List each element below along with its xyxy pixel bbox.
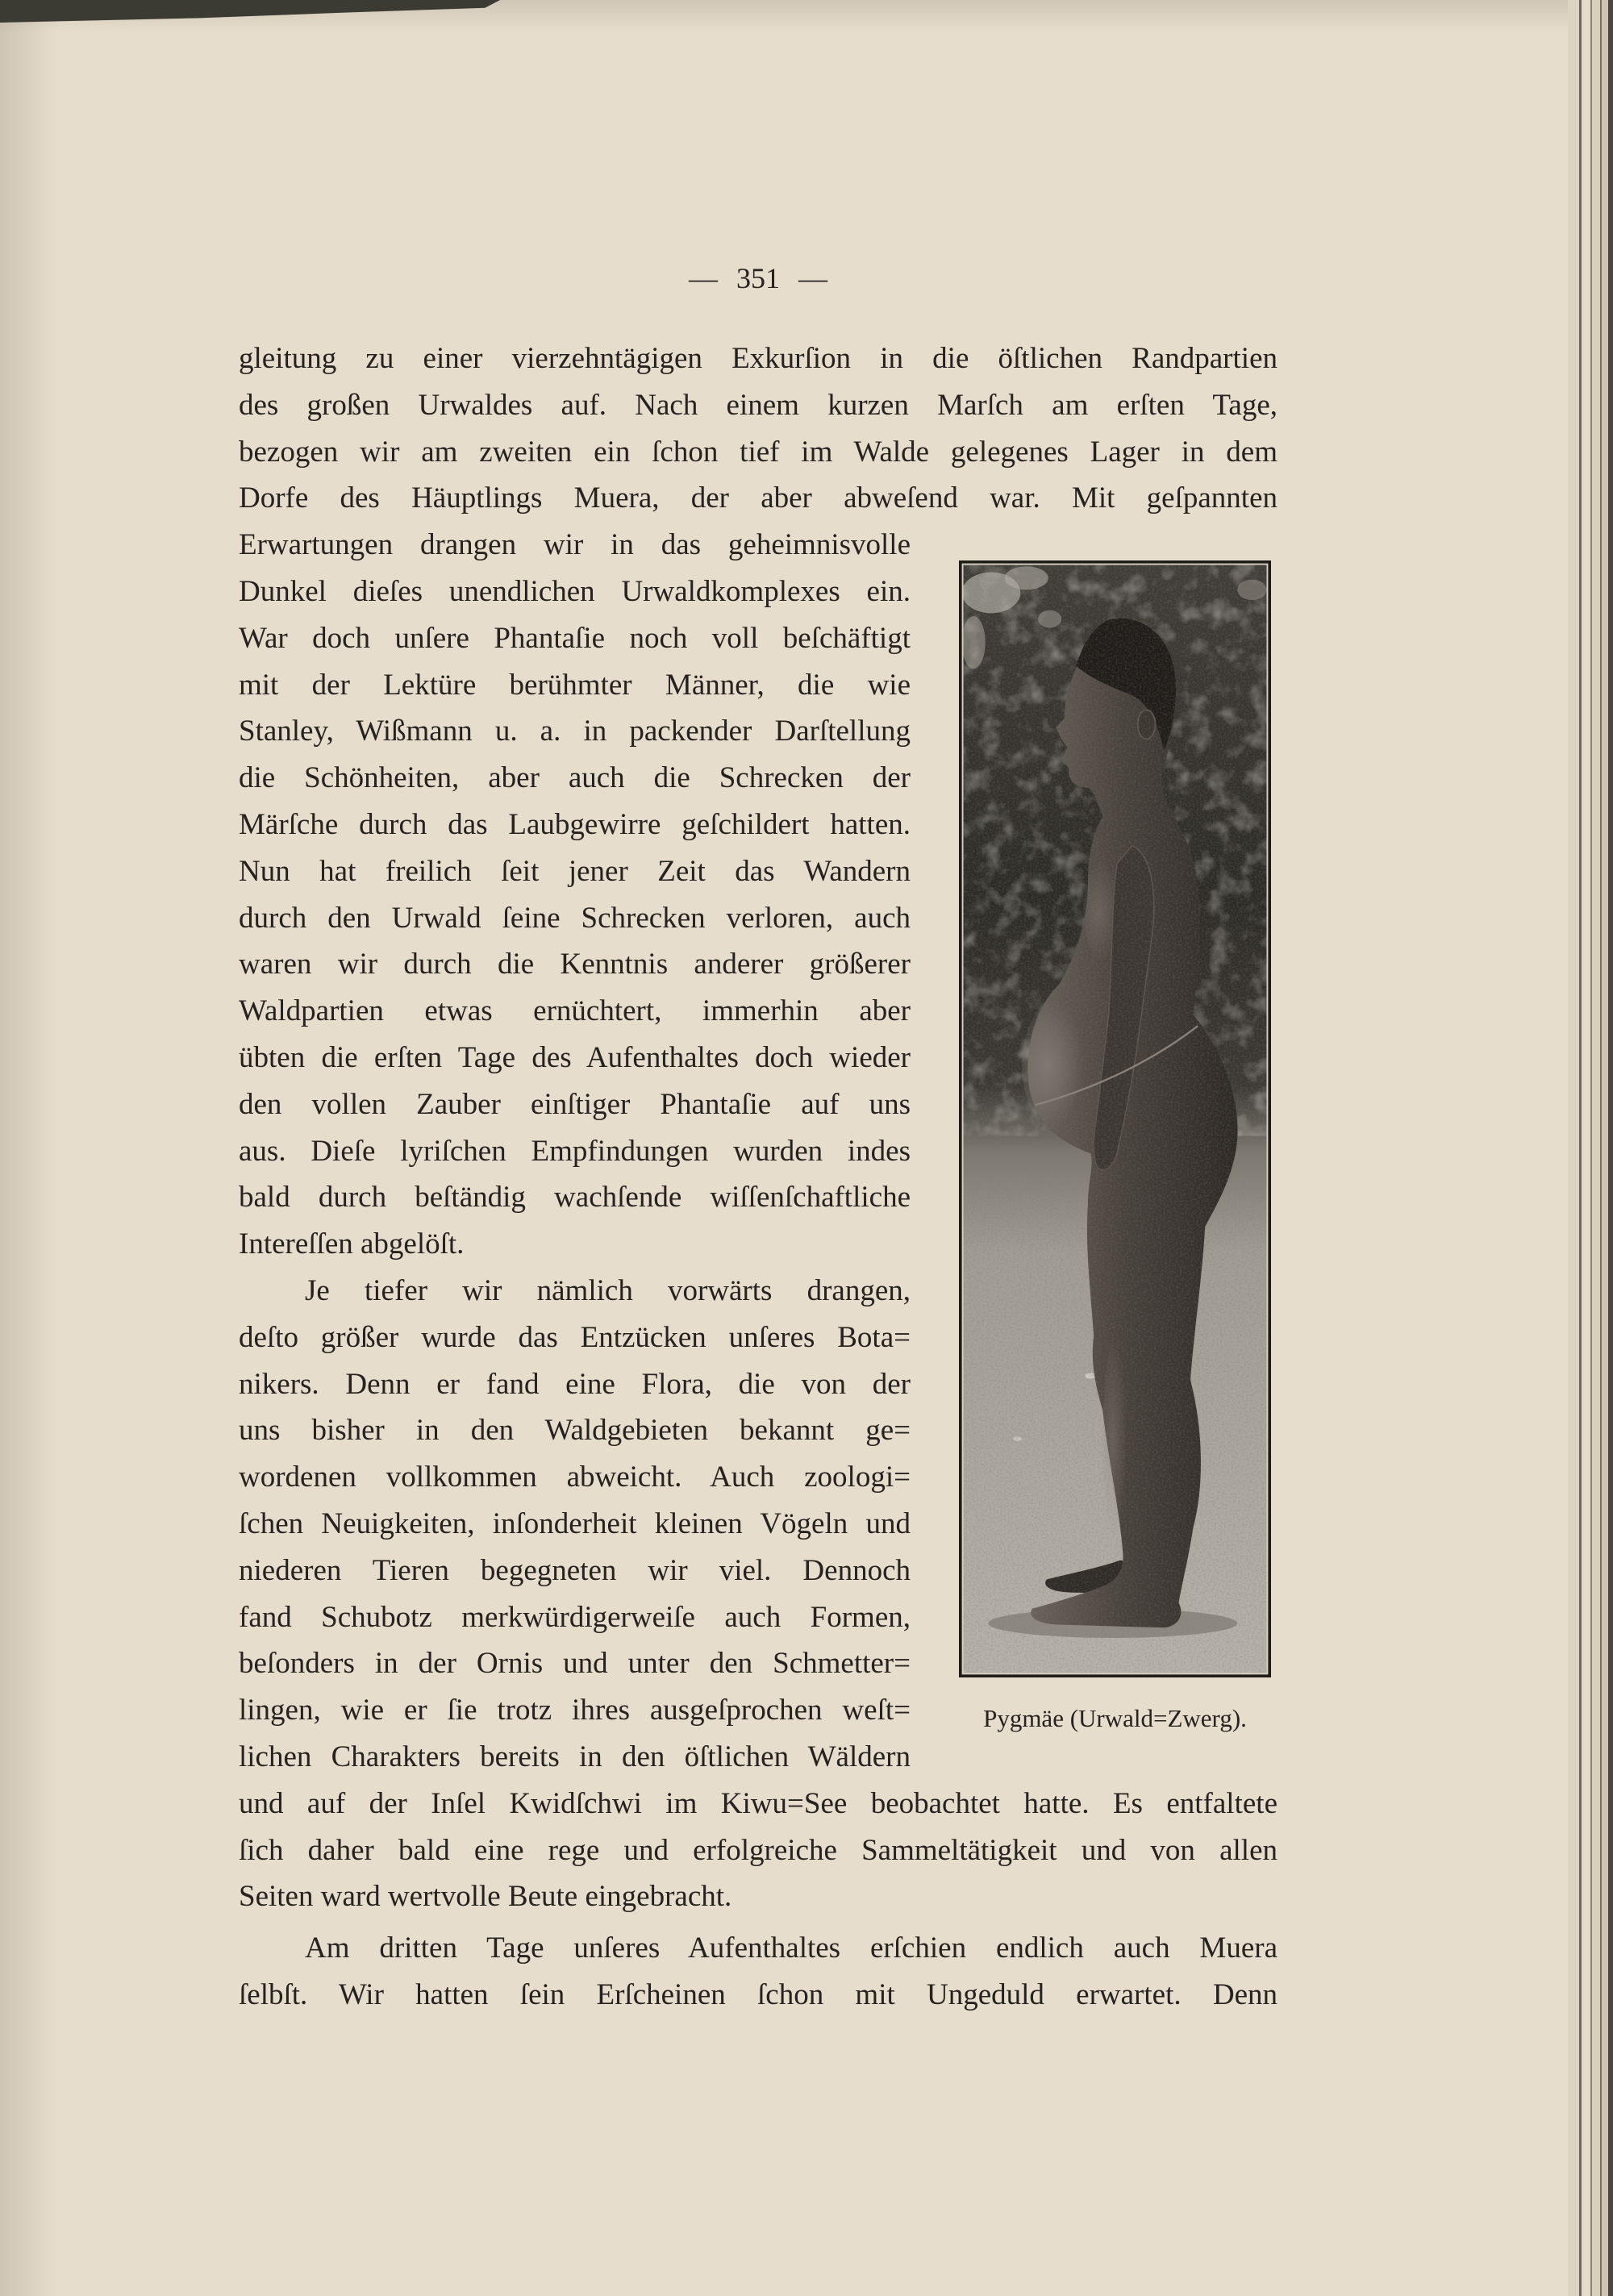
text-line: Nun hat freilich ſeit jener Zeit das Wandern <box>239 854 911 888</box>
text-line-paragraph-end: Intereſſen abgelöſt. <box>239 1227 465 1261</box>
text-line: aus. Dieſe lyriſchen Empfindungen wurden indes <box>239 1134 911 1168</box>
text-line: gleitung zu einer vierzehntägigen Exkurſion in die öſtlichen Randpartien <box>239 342 1277 375</box>
text-line-paragraph-start: Je tiefer wir nämlich vorwärts drangen, <box>305 1273 911 1307</box>
page-number: — 351 — <box>689 262 827 294</box>
stacked-page-edges <box>1568 0 1613 2296</box>
text-line: beſonders in der Ornis und unter den Schmetter= <box>239 1647 911 1681</box>
text-line: des großen Urwaldes auf. Nach einem kurzen Marſch am erſten Tage, <box>239 388 1277 422</box>
photo-grain <box>959 560 1271 1677</box>
figure <box>959 560 1271 1736</box>
text-line: und auf der Inſel Kwidſchwi im Kiwu=See beobachtet hatte. Es entfaltete <box>239 1786 1277 1820</box>
photo-image <box>959 560 1271 1677</box>
text-line: fand Schubotz merkwürdigerweiſe auch Formen, <box>239 1600 911 1634</box>
text-line: lingen, wie er ſie trotz ihres ausgeſprochen weſt= <box>239 1694 911 1727</box>
text-line-paragraph-start: Am dritten Tage unſeres Aufenthaltes erſchien endlich auch Muera <box>305 1931 1277 1965</box>
text-line: ſich daher bald eine rege und erfolgreiche Sammeltätigkeit und von allen <box>239 1833 1277 1867</box>
text-line: den vollen Zauber einſtiger Phantaſie auf uns <box>239 1087 911 1121</box>
binding-shadow <box>0 0 56 2296</box>
text-line: Dunkel dieſes unendlichen Urwaldkomplexes ein. <box>239 574 911 608</box>
text-line: ſelbſt. Wir hatten ſein Erſcheinen ſchon mit Ungeduld erwartet. Denn <box>239 1977 1277 2011</box>
text-line: waren wir durch die Kenntnis anderer größerer <box>239 948 911 981</box>
text-line: die Schönheiten, aber auch die Schrecken der <box>239 761 911 795</box>
text-block-bottom <box>239 1781 1277 2019</box>
text-line-paragraph-end: Seiten ward wertvolle Beute eingebracht. <box>239 1880 732 1914</box>
text-line: War doch unſere Phantaſie noch voll beſchäftigt <box>239 621 911 655</box>
text-line: Erwartungen drangen wir in das geheimnisvolle <box>239 528 911 562</box>
text-line: durch den Urwald ſeine Schrecken verloren, auch <box>239 901 911 935</box>
text-line: wordenen vollkommen abweicht. Auch zoologi= <box>239 1461 911 1494</box>
text-line: deſto größer wurde das Entzücken unſeres Bota= <box>239 1320 911 1354</box>
text-line: bald durch beſtändig wachſende wiſſenſchaftliche <box>239 1181 911 1215</box>
text-line: nikers. Denn er fand eine Flora, die von der <box>239 1367 911 1401</box>
photograph <box>959 560 1271 1677</box>
text-line: bezogen wir am zweiten ein ſchon tief im Walde gelegenes Lager in dem <box>239 435 1277 469</box>
text-block-top <box>239 335 1277 522</box>
text-line: ſchen Neuigkeiten, inſonderheit kleinen Vögeln und <box>239 1506 911 1540</box>
text-line: niederen Tieren begegneten wir viel. Dennoch <box>239 1553 911 1587</box>
text-line: lichen Charakters bereits in den öſtlichen Wäldern <box>239 1740 911 1773</box>
text-line: Stanley, Wißmann u. a. in packender Darſtellung <box>239 715 911 748</box>
text-line: übten die erſten Tage des Aufenthaltes doch wieder <box>239 1040 911 1074</box>
figure-caption: Pygmäe (Urwald=Zwerg). <box>983 1704 1247 1732</box>
text-line: Märſche durch das Laubgewirre geſchildert hatten. <box>239 807 911 841</box>
text-line: mit der Lektüre berühmter Männer, die wie <box>239 668 911 702</box>
text-line: Dorfe des Häuptlings Muera, der aber abweſend war. Mit geſpannten <box>239 481 1277 515</box>
text-line: Waldpartien etwas ernüchtert, immerhin aber <box>239 994 911 1028</box>
text-line: uns bisher in den Waldgebieten bekannt ge= <box>239 1414 911 1448</box>
